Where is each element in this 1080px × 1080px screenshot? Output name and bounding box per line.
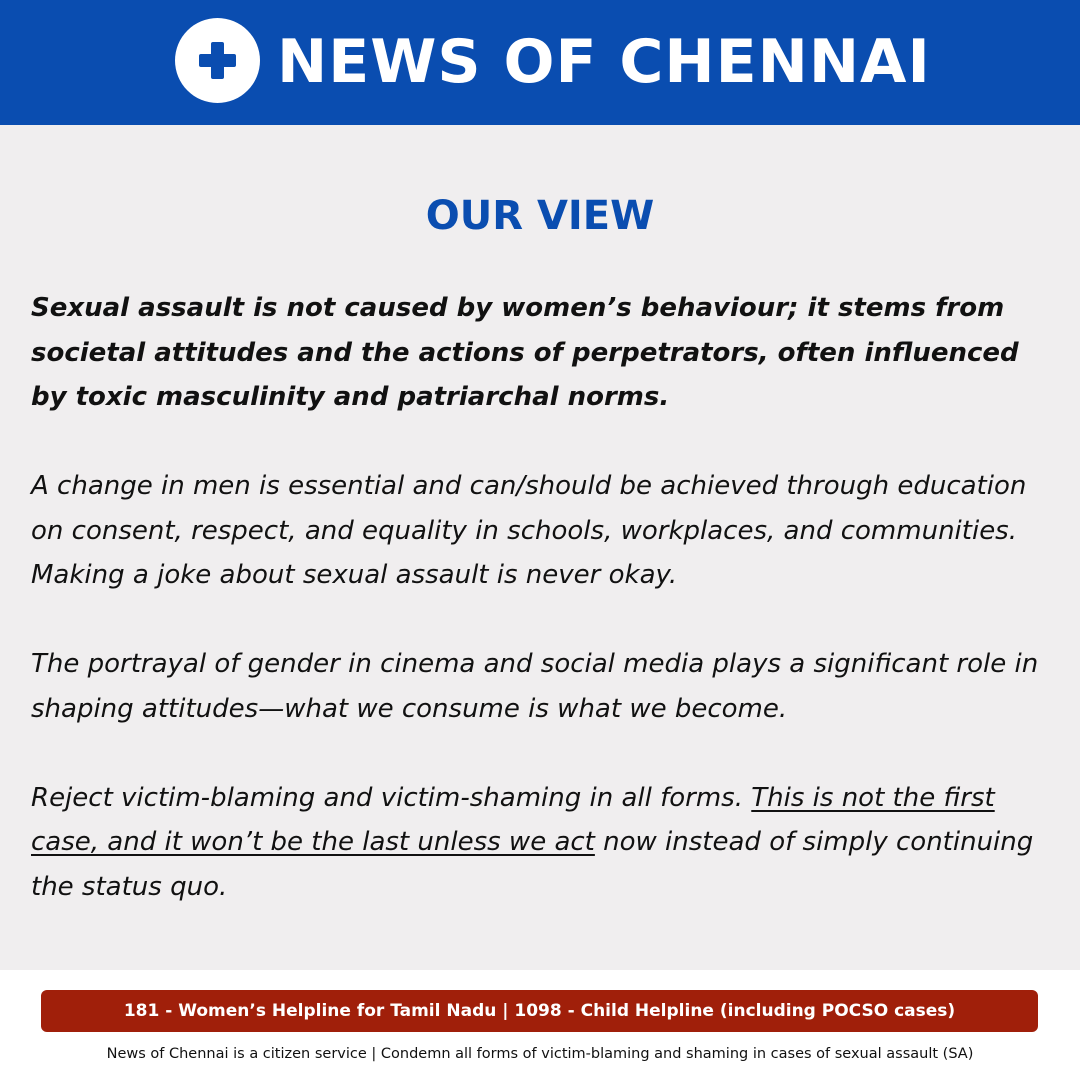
paragraph-reject-victim-blaming bbox=[31, 776, 1061, 910]
section-title: OUR VIEW bbox=[425, 193, 655, 239]
helpline-banner: 181 - Women’s Helpline for Tamil Nadu | 1098 - Child Helpline (including POCSO cases) bbox=[41, 990, 1038, 1032]
brand-title: NEWS OF CHENNAI bbox=[277, 27, 931, 97]
plus-circle-icon bbox=[175, 18, 260, 103]
paragraph-text-end: now instead of simply continuing the status quo. bbox=[31, 827, 1034, 902]
paragraph-media-portrayal: The portrayal of gender in cinema and social media plays a significant role in shaping attitudes—what we consume is what we become. bbox=[31, 649, 1039, 724]
footer-note: News of Chennai is a citizen service | Condemn all forms of victim-blaming and shaming in cases of sexual assault (SA) bbox=[106, 1046, 974, 1062]
paragraph-change-in-men: A change in men is essential and can/should be achieved through education on consent, respect, and equality in schools, workplaces, and communities. Making a joke about sexual assault is never okay. bbox=[31, 471, 1027, 590]
paragraph-text-start: Reject victim-blaming and victim-shaming in all forms. bbox=[31, 782, 752, 813]
article-body bbox=[31, 286, 1061, 909]
header-banner bbox=[0, 0, 1080, 125]
lead-paragraph: Sexual assault is not caused by women’s behaviour; it stems from societal attitudes and the actions of perpetrators, often influenced by toxic masculinity and patriarchal norms. bbox=[31, 293, 1019, 412]
underlined-emphasis: This is not the first case, and it won’t be the last unless we act bbox=[31, 782, 995, 857]
